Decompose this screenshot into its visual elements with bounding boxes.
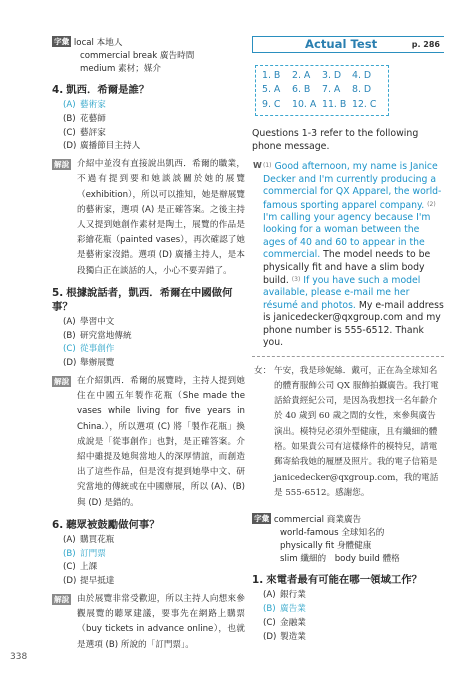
right-column	[252, 36, 444, 644]
banner-page-ref: p. 286	[411, 40, 440, 49]
option-letter: (D)	[63, 358, 77, 369]
option-text: 學習中文	[80, 316, 115, 327]
option-text: 金融業	[280, 617, 306, 628]
option-letter: (D)	[63, 141, 77, 152]
explanation-text: 在介紹凱西．希爾的展覽時，主持人提到她住在中國五年製作花瓶（She made the vases while living for five years in China.），所以選項 (C) 將「製作花瓶」換成說是「從事創作」也對，是正確答案。介紹中雖提及她與當地人的深厚情誼，而創造出了這些作品，但是沒有提到她學中文、研究當地的傳統或在中國辦展，所以 (A)、(B) 與 (D) 是錯的。	[77, 376, 245, 508]
answer-item: 8. D	[352, 84, 372, 96]
question-marker: (2)	[427, 200, 436, 208]
explanation-text: 介紹中並沒有直接說出凱西．希爾的職業，不過有提到要和她談談關於她的展覽（exhibition），所以可以推知，她是辦展覽的藝術家，選項 (A) 是正確答案。之後主持人又提到她創作素材是陶土，展覽的作品是彩繪花瓶（painted vases），再次確認了她是藝術家沒錯。選項 (D) 廣播主持人，是本段獨白正在談話的人，小心不要弄錯了。	[77, 159, 245, 276]
question-text: 聽眾被鼓勵做何事？	[66, 518, 160, 531]
answer-item: 3. D	[322, 70, 342, 81]
question-heading	[52, 518, 245, 532]
banner-title: Actual Test	[305, 37, 378, 51]
option-letter: (A)	[63, 100, 76, 110]
option-item	[252, 617, 444, 631]
option-letter: (D)	[263, 631, 277, 642]
question-marker: (3)	[291, 276, 301, 284]
explanation-text: 由於展覽非常受歡迎，所以主持人向想來參觀展覽的聽眾建議，要事先在網路上購票（buy tickets in advance online），也就是選項 (B) 所說的「訂門票」。	[77, 594, 245, 650]
explanation-tag: 解說	[54, 160, 70, 170]
passage-highlight: Good afternoon, my name is Janice Decker and I'm currently producing a commercial for QX Apparel, the world-famous sporting apparel company.	[263, 161, 442, 211]
option-text: 花藝師	[80, 113, 106, 124]
question-text: 凱西．希爾是誰？	[66, 84, 150, 96]
option-letter: (C)	[263, 617, 276, 628]
explanation	[52, 374, 245, 511]
option-item	[52, 140, 245, 154]
question-number: 5.	[52, 286, 64, 299]
question-number: 1.	[252, 574, 264, 587]
option-item	[52, 575, 245, 589]
option-text: 提早抵達	[80, 576, 115, 587]
option-letter: (A)	[263, 590, 276, 601]
vocab-item: commercial 商業廣告	[273, 515, 362, 526]
vocab-item: commercial break 廣告時間	[80, 51, 195, 61]
option-letter: (C)	[63, 562, 76, 573]
option-letter: (D)	[63, 576, 77, 587]
option-item	[252, 631, 444, 645]
answer-row	[262, 98, 382, 112]
question-text: 根據說話者，凱西．希爾在中國做何事？	[52, 286, 233, 313]
explanation-tag: 解說	[54, 377, 70, 386]
answer-item: 6. B	[292, 84, 311, 96]
question-heading	[252, 573, 444, 587]
question-heading	[52, 83, 245, 97]
vocab-tag: 字彙	[54, 37, 70, 46]
option-item	[52, 548, 245, 562]
vocab-item: world-famous 全球知名的	[280, 528, 385, 539]
translation-text: 午安，我是珍妮絲．戴可，正在為全球知名的體育服飾公司 QX 服飾拍攝廣告。我打電話給貴經紀公司，是因為我想找一名年齡介於 40 歲到 60 歲之間的女性，來參與廣告演出。模特兒必須外型健康，且有纖細的體格。如果貴公司有這樣條件的模特兒，請電郵寄給我她的履歷及照片。我的電子信箱是 janicedecker@qxgroup.com，我的電話是 555-6512。感謝您。	[274, 365, 439, 498]
answer-key	[255, 65, 389, 116]
question-heading	[52, 286, 245, 314]
question-text: 來電者最有可能在哪一領域工作？	[266, 574, 423, 587]
option-text: 藝術家	[80, 100, 106, 110]
option-letter: (C)	[63, 127, 76, 138]
question-number: 6.	[52, 518, 64, 531]
option-item	[52, 99, 245, 113]
speaker-label: W	[253, 161, 262, 171]
divider	[252, 356, 444, 357]
option-item	[52, 534, 245, 548]
passage-text: The model needs to be physically fit and have a slim body build.	[263, 249, 431, 287]
vocab-tag: 字彙	[254, 514, 270, 524]
answer-row	[262, 69, 382, 83]
answer-item: 11. B	[322, 98, 347, 110]
option-text: 訂門票	[80, 548, 106, 559]
option-text: 購買花瓶	[80, 534, 115, 545]
option-letter: (A)	[63, 316, 76, 327]
vocab-item: medium 素材；媒介	[80, 64, 162, 74]
vocab-item: physically fit 身體健康	[280, 541, 372, 552]
answer-item: 9. C	[262, 98, 281, 110]
question-number: 4.	[52, 84, 64, 96]
explanation	[52, 592, 245, 653]
answer-item: 12. C	[352, 98, 377, 110]
answer-item: 10. A	[292, 98, 317, 110]
question-marker: (1)	[263, 162, 272, 170]
option-text: 製造業	[280, 631, 306, 642]
option-item	[52, 343, 245, 357]
answer-item: 2. A	[292, 70, 311, 81]
passage-highlight: I'm calling your agency because I'm looking for a woman between the ages of 40 and 60 to appear in the commercial.	[263, 212, 431, 261]
explanation-tag: 解說	[54, 595, 70, 605]
option-item	[52, 357, 245, 371]
passage-highlight: If you have such a model available, please e-mail me her résumé and photos.	[263, 275, 421, 311]
explanation	[52, 157, 245, 279]
option-text: 舉辦展覽	[80, 358, 115, 369]
answer-item: 7. A	[322, 84, 341, 96]
option-text: 上課	[80, 562, 98, 573]
option-item	[52, 113, 245, 127]
page-number: 338	[10, 652, 28, 662]
option-letter: (A)	[63, 534, 76, 545]
answer-row	[262, 83, 382, 97]
option-item	[252, 603, 444, 617]
option-text: 從事創作	[80, 344, 115, 355]
answer-item: 5. A	[262, 84, 281, 96]
option-letter: (B)	[63, 330, 76, 341]
option-letter: (C)	[63, 344, 76, 355]
passage	[252, 160, 444, 349]
option-text: 藝評家	[80, 127, 106, 138]
option-text: 廣播節目主持人	[80, 141, 141, 152]
answer-item: 1. B	[262, 70, 281, 81]
section-banner	[252, 36, 444, 53]
answer-item: 4. D	[352, 70, 372, 81]
vocab-item: local 本地人	[73, 38, 123, 48]
vocab-item: slim 纖細的 body build 體格	[280, 554, 400, 565]
option-item	[52, 330, 245, 344]
option-letter: (B)	[263, 603, 276, 614]
option-item	[52, 316, 245, 330]
option-text: 研究當地傳統	[80, 330, 132, 341]
left-column	[52, 36, 245, 653]
option-letter: (B)	[63, 548, 76, 559]
option-item	[252, 589, 444, 603]
translation-label: 女：	[254, 365, 272, 376]
option-item	[52, 561, 245, 575]
option-text: 銀行業	[280, 590, 306, 601]
translation	[252, 364, 444, 502]
option-item	[52, 127, 245, 141]
passage-text: My e-mail address is janicedecker@qxgroup.com and my phone number is 555-6512. Thank you.	[263, 299, 444, 349]
option-letter: (B)	[63, 113, 76, 124]
passage-question: Questions 1-3 refer to the following phone message.	[252, 128, 419, 152]
option-text: 廣告業	[280, 603, 306, 614]
